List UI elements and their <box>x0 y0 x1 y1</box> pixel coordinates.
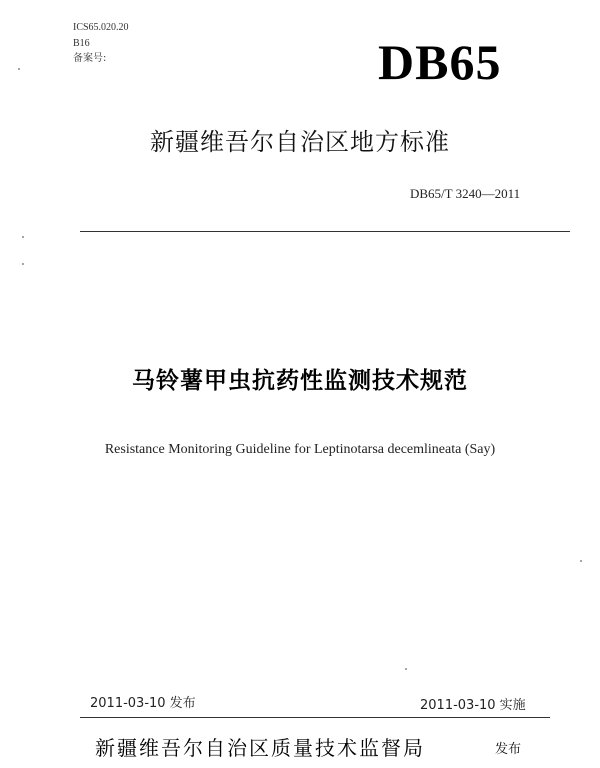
top-divider <box>80 231 570 232</box>
record-number-label: 备案号: <box>73 53 107 64</box>
scan-speck <box>22 263 24 265</box>
issuing-authority: 新疆维吾尔自治区质量技术监督局 <box>95 736 425 760</box>
bottom-divider <box>80 717 550 718</box>
ics-code: ICS65.020.20 <box>73 22 129 33</box>
issuing-authority-suffix: 发布 <box>495 742 522 757</box>
classification-code: B16 <box>73 38 90 49</box>
standard-number: DB65/T 3240—2011 <box>410 186 521 201</box>
publish-date: 2011-03-10 发布 <box>90 696 196 711</box>
scan-speck <box>405 668 407 670</box>
document-title-chinese: 马铃薯甲虫抗药性监测技术规范 <box>132 368 468 394</box>
scan-speck <box>18 68 20 70</box>
scan-speck <box>22 236 24 238</box>
scan-speck <box>580 560 582 562</box>
issuer-title: 新疆维吾尔自治区地方标准 <box>150 128 450 156</box>
db65-logo: DB65 <box>378 34 502 90</box>
effective-date: 2011-03-10 实施 <box>420 698 526 713</box>
document-title-english: Resistance Monitoring Guideline for Leptinotarsa decemlineata (Say) <box>104 442 496 457</box>
